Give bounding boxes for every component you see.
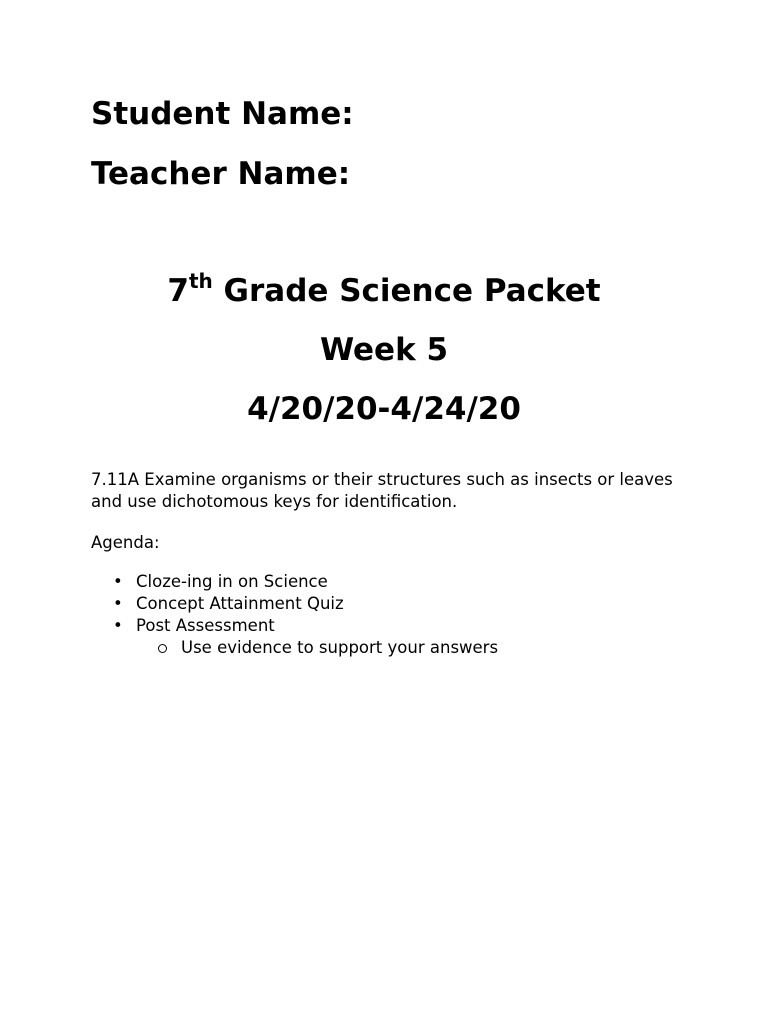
grade-suffix: th (188, 268, 213, 293)
agenda-label: Agenda: (91, 533, 160, 552)
student-name-label: Student Name: (91, 96, 354, 132)
agenda-item-cloze (91, 571, 498, 593)
agenda-list (91, 571, 498, 659)
hollow-circle-bullet-icon (158, 644, 167, 653)
grade-number: 7 (167, 273, 189, 309)
packet-week: Week 5 (319, 332, 449, 368)
agenda-item-quiz (91, 593, 498, 615)
agenda-sub-list (136, 637, 498, 659)
agenda-item-post-assessment (91, 615, 498, 659)
bullet-icon: • (113, 594, 123, 613)
agenda-item-label: Cloze-ing in on Science (136, 572, 328, 591)
agenda-sub-item (136, 637, 498, 659)
agenda-sub-item-label: Use evidence to support your answers (181, 638, 499, 657)
teacher-name-label: Teacher Name: (91, 156, 351, 192)
bullet-icon: • (113, 616, 123, 635)
packet-title (0, 268, 768, 309)
packet-title-rest: Grade Science Packet (212, 273, 601, 309)
agenda-item-label: Post Assessment (136, 616, 275, 635)
agenda-item-label: Concept Attainment Quiz (136, 594, 344, 613)
standard-description: 7.11A Examine organisms or their structures such as insects or leaves and use dichotomous keys for identification. (91, 470, 673, 511)
bullet-icon: • (113, 572, 123, 591)
packet-dates: 4/20/20-4/24/20 (247, 391, 521, 427)
